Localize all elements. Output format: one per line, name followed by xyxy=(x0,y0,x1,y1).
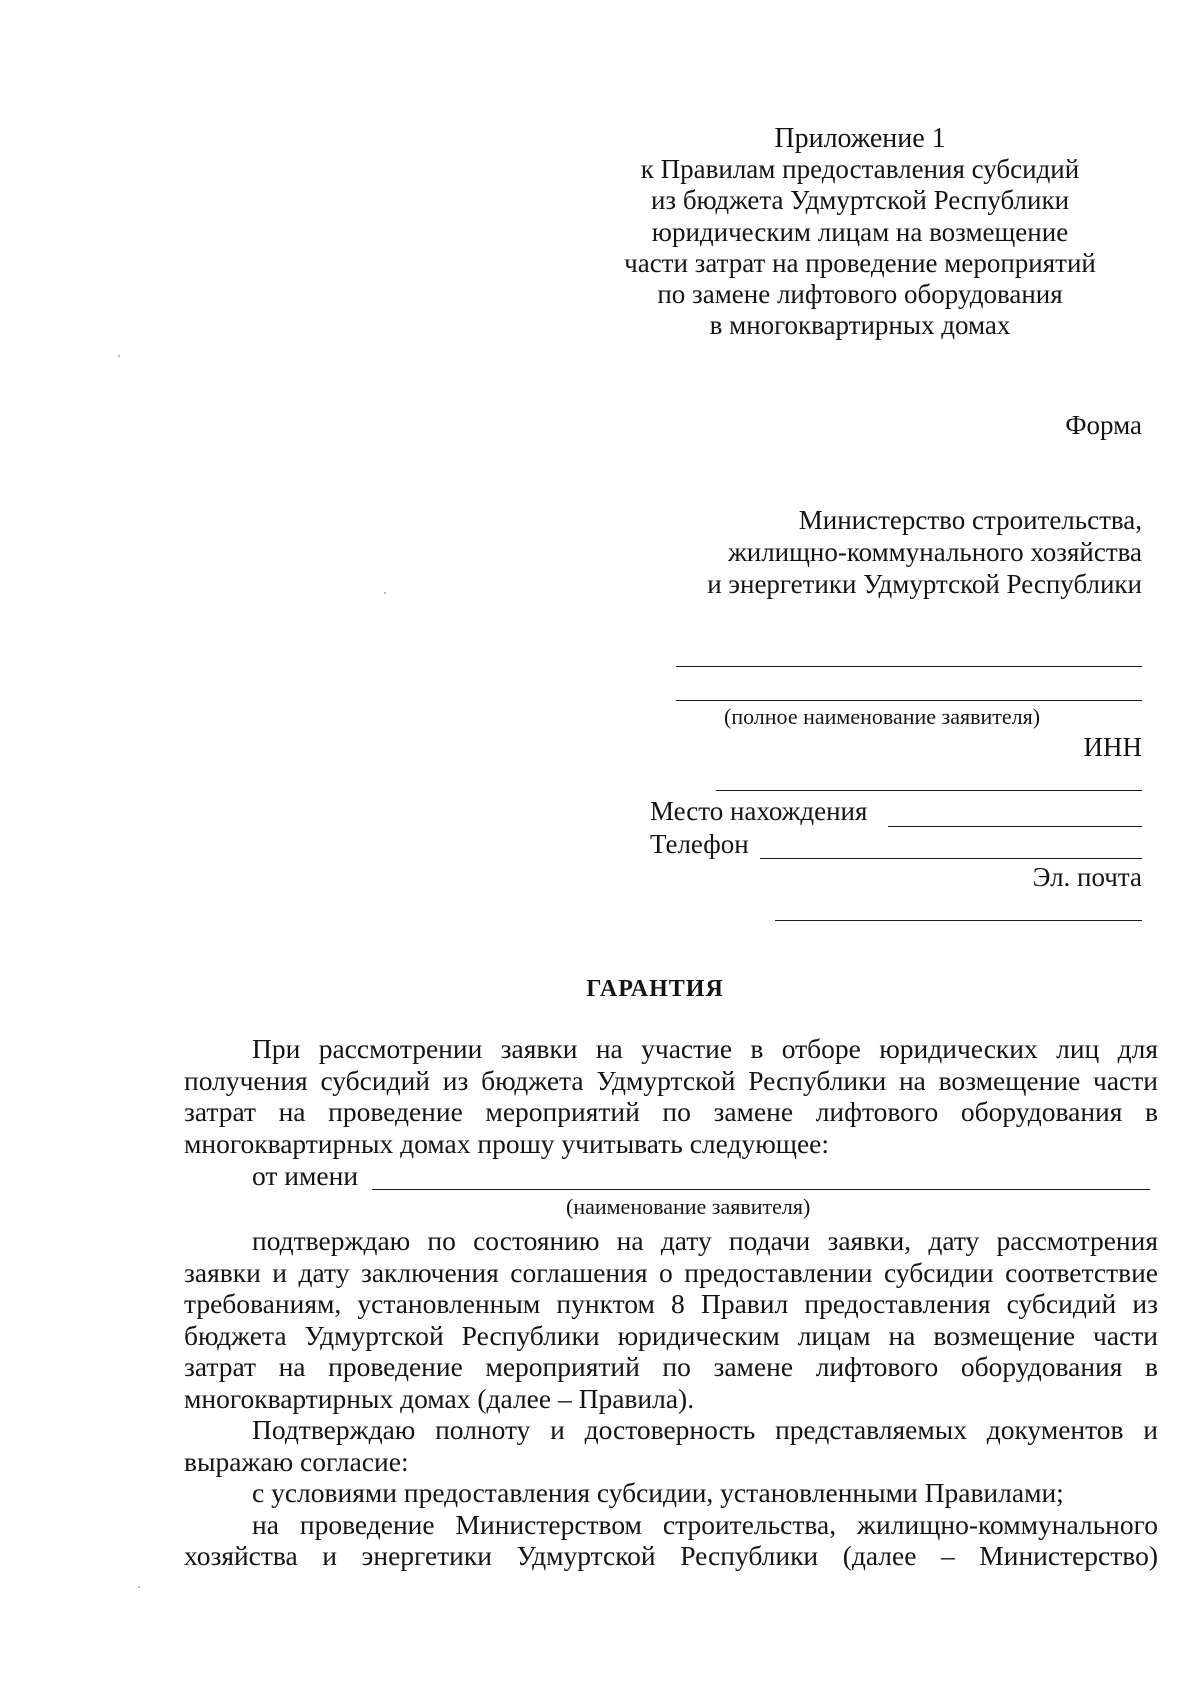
form-label: Форма xyxy=(1065,410,1142,440)
appendix-line: в многоквартирных домах xyxy=(709,310,1011,341)
phone-label: Телефон xyxy=(650,829,749,859)
paragraph-conditions: с условиями предоставления субсидии, установленными Правилами; xyxy=(252,1477,1064,1508)
location-label: Место нахождения xyxy=(650,796,868,826)
scan-speck xyxy=(138,1586,140,1588)
from-name-caption: (наименование заявителя) xyxy=(566,1194,811,1219)
applicant-name-field-line-2[interactable] xyxy=(676,700,1142,701)
inn-label: ИНН xyxy=(1083,732,1142,762)
addressee-block xyxy=(622,504,1142,600)
inn-field-line[interactable] xyxy=(716,790,1142,791)
appendix-line: юридическим лицам на возмещение xyxy=(651,216,1069,247)
from-label: от имени xyxy=(252,1160,359,1191)
paragraph-intro: При рассмотрении заявки на участие в отборе юридических лиц для получения субсидий из бюджета Удмуртской Республики на возмещение части затрат на проведение мероприятий по замене лифтового оборудования в многоквартирных домах прошу учитывать следующее: xyxy=(184,1033,1158,1159)
applicant-name-caption: (полное наименование заявителя) xyxy=(724,704,1041,729)
guarantee-body xyxy=(184,1225,1158,1572)
email-label: Эл. почта xyxy=(1032,862,1142,892)
paragraph-confirm: подтверждаю по состоянию на дату подачи заявки, дату рассмотрения заявки и дату заключения соглашения о предоставлении субсидии соответствие требованиям, установленным пунктом 8 Правил предоставления субсидий из бюджета Удмуртской Республики юридическим лицам на возмещение части затрат на проведение мероприятий по замене лифтового оборудования в многоквартирных домах (далее – Правила). xyxy=(184,1225,1158,1414)
location-field-line[interactable] xyxy=(888,826,1142,827)
appendix-line: по замене лифтового оборудования xyxy=(657,279,1063,310)
guarantee-title: ГАРАНТИЯ xyxy=(586,976,724,1002)
scan-speck xyxy=(118,355,120,357)
from-name-field-line[interactable] xyxy=(372,1189,1150,1190)
scan-speck xyxy=(384,592,386,594)
paragraph-completeness: Подтверждаю полноту и достоверность представляемых документов и выражаю согласие: xyxy=(184,1414,1158,1477)
appendix-line: к Правилам предоставления субсидий xyxy=(640,154,1080,185)
appendix-line: части затрат на проведение мероприятий xyxy=(624,247,1096,278)
addressee-line: жилищно-коммунального хозяйства xyxy=(728,537,1142,567)
addressee-line: и энергетики Удмуртской Республики xyxy=(707,569,1142,599)
paragraph-ministry: на проведение Министерством строительства, жилищно-коммунального хозяйства и энергетики Удмуртской Республики (далее – Министерство) xyxy=(184,1508,1158,1571)
applicant-name-field-line-1[interactable] xyxy=(676,666,1142,667)
phone-field-line[interactable] xyxy=(760,858,1142,859)
appendix-title: Приложение 1 xyxy=(774,123,946,154)
appendix-heading xyxy=(600,123,1120,341)
addressee-line: Министерство строительства, xyxy=(798,505,1142,535)
email-field-line[interactable] xyxy=(775,920,1142,921)
appendix-line: из бюджета Удмуртской Республики xyxy=(650,185,1070,216)
guarantee-intro xyxy=(184,1033,1158,1159)
